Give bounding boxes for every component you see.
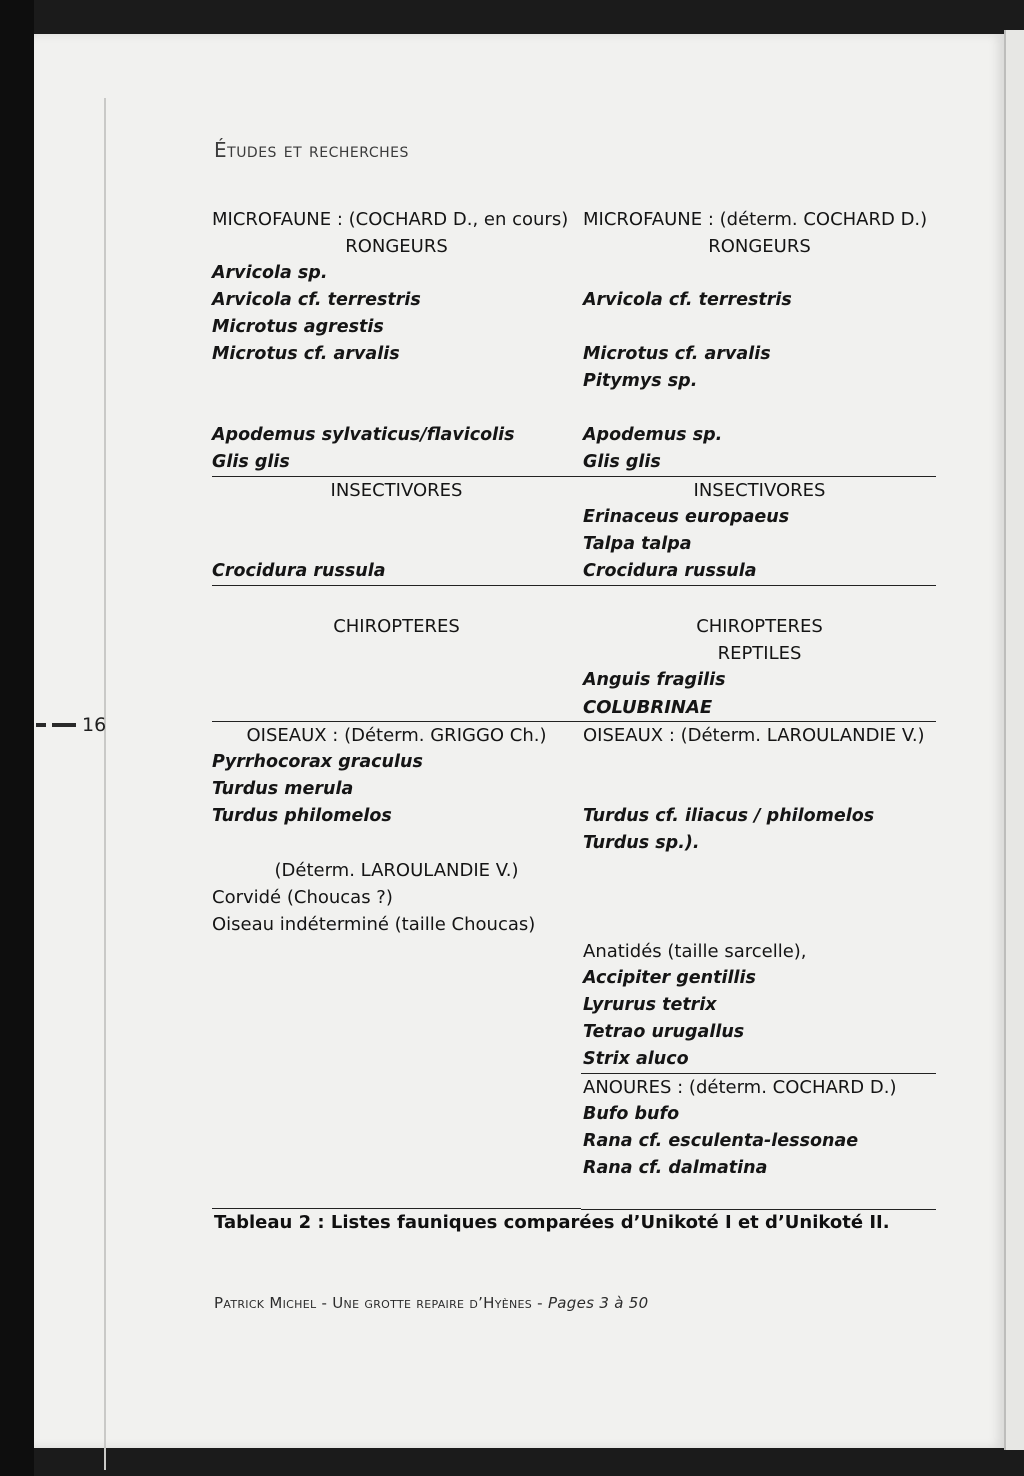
table-row: CHIROPTERES: [333, 616, 460, 637]
footer-title: Une grotte repaire d’Hyènes: [332, 1294, 533, 1312]
marker-bar: [52, 723, 76, 727]
table-row: MICROFAUNE : (déterm. COCHARD D.): [583, 209, 928, 230]
table-row: RONGEURS: [708, 236, 811, 257]
table-row: Oiseau indéterminé (taille Choucas): [212, 914, 536, 935]
table-row: [212, 368, 581, 395]
table-row: [212, 938, 581, 965]
table-row: [581, 911, 936, 938]
table-row: INSECTIVORES: [330, 480, 463, 501]
table-row: MICROFAUNE : (COCHARD D., en cours): [212, 209, 569, 230]
table-row: Arvicola sp.: [212, 263, 328, 283]
table-row: [581, 314, 936, 341]
table-row: [212, 992, 581, 1019]
table-row: [212, 1019, 581, 1046]
table-row: Apodemus sylvaticus/flavicolis: [212, 425, 515, 445]
table-row: Lyrurus tetrix: [583, 995, 717, 1015]
table-row: (Déterm. LAROULANDIE V.): [274, 860, 519, 881]
table-row: [212, 586, 581, 613]
table-row: [212, 1181, 581, 1209]
table-row: Rana cf. esculenta-lessonae: [583, 1131, 859, 1151]
table-row: Pyrrhocorax graculus: [212, 752, 423, 772]
table-row: Tetrao urugallus: [583, 1022, 745, 1042]
table-row: [212, 1100, 581, 1127]
table-row: INSECTIVORES: [693, 480, 826, 501]
table-row: Glis glis: [212, 449, 581, 477]
table-row: Arvicola cf. terrestris: [212, 290, 421, 310]
table-row: Anguis fragilis: [583, 670, 726, 690]
table-row: [581, 260, 936, 287]
table-row: Glis glis: [581, 449, 936, 477]
table-row: Arvicola cf. terrestris: [583, 290, 792, 310]
table-row: Microtus cf. arvalis: [212, 344, 400, 364]
table-row: [581, 857, 936, 884]
table-row: [212, 531, 581, 558]
page-footer: [214, 1294, 648, 1312]
table-row: Pitymys sp.: [583, 371, 698, 391]
table-row: REPTILES: [717, 643, 802, 664]
table-row: [212, 667, 581, 694]
table-row: [212, 640, 581, 667]
table-row: CHIROPTERES: [696, 616, 823, 637]
table-row: [581, 1182, 936, 1210]
table-row: OISEAUX : (Déterm. LAROULANDIE V.): [583, 725, 925, 746]
table-row: Strix aluco: [581, 1046, 936, 1074]
table-row: Turdus cf. iliacus / philomelos: [583, 806, 875, 826]
running-header: Études et recherches: [214, 138, 409, 162]
table-row: Crocidura russula: [581, 558, 936, 586]
unikote-2-column: [581, 206, 936, 1210]
table-row: Apodemus sp.: [583, 425, 723, 445]
table-row: Turdus philomelos: [212, 806, 392, 826]
table-row: [212, 694, 581, 722]
table-row: OISEAUX : (Déterm. GRIGGO Ch.): [246, 725, 547, 746]
footer-pages: Pages 3 à 50: [547, 1294, 649, 1312]
table-row: [581, 749, 936, 776]
table-row: Bufo bufo: [583, 1104, 680, 1124]
footer-separator: -: [316, 1294, 333, 1312]
footer-separator: -: [532, 1294, 548, 1312]
margin-rule: [104, 98, 106, 1470]
table-row: Accipiter gentillis: [583, 968, 756, 988]
table-row: Anatidés (taille sarcelle),: [583, 941, 807, 962]
table-row: Rana cf. dalmatina: [583, 1158, 768, 1178]
table-row: [212, 504, 581, 531]
table-row: [212, 1154, 581, 1181]
table-row: [212, 1127, 581, 1154]
table-row: [212, 965, 581, 992]
fauna-comparison-table: [212, 206, 936, 1210]
page-number: 16: [82, 714, 107, 736]
table-row: Turdus merula: [212, 779, 354, 799]
facing-page-edge: [1004, 30, 1024, 1450]
footer-author: Patrick Michel: [214, 1294, 317, 1312]
table-row: ANOURES : (déterm. COCHARD D.): [583, 1077, 897, 1098]
page-number-marker: [36, 714, 106, 736]
table-row: [212, 1073, 581, 1100]
table-row: Crocidura russula: [212, 558, 581, 586]
table-row: [581, 776, 936, 803]
scan-background: [0, 0, 34, 1476]
table-row: [581, 884, 936, 911]
table-row: [581, 395, 936, 422]
table-row: Microtus cf. arvalis: [583, 344, 771, 364]
table-row: COLUBRINAE: [581, 694, 936, 722]
marker-bar: [36, 723, 46, 727]
unikote-1-column: [212, 206, 581, 1210]
table-row: Microtus agrestis: [212, 317, 384, 337]
table-row: Talpa talpa: [583, 534, 692, 554]
table-row: [212, 395, 581, 422]
table-row: RONGEURS: [345, 236, 448, 257]
table-row: [212, 830, 581, 857]
table-row: Turdus sp.).: [583, 833, 700, 853]
table-row: [212, 1046, 581, 1073]
table-row: Erinaceus europaeus: [583, 507, 790, 527]
table-row: Corvidé (Choucas ?): [212, 887, 393, 908]
table-row: [581, 586, 936, 613]
table-caption: Tableau 2 : Listes fauniques comparées d’Unikoté I et d’Unikoté II.: [214, 1212, 890, 1233]
